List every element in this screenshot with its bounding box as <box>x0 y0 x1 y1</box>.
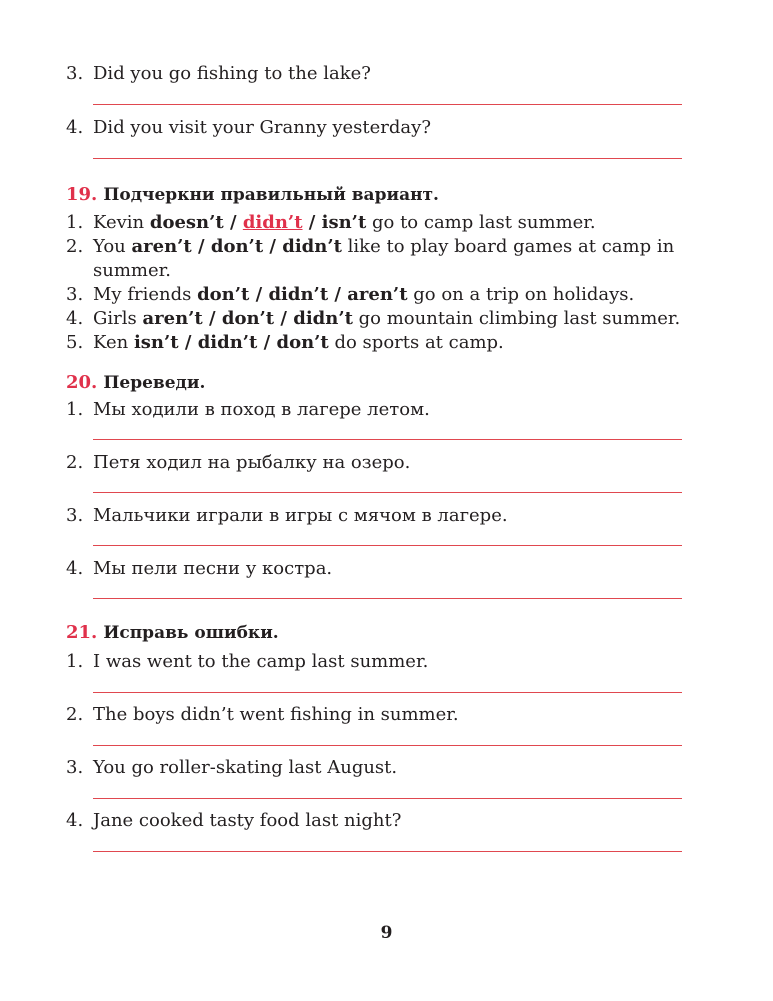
translate-item: 2. Петя ходил на рыбалку на озеро. <box>66 452 411 473</box>
question-text: Did you go fishing to the lake? <box>93 63 371 84</box>
choice-item: 5. Ken isn’t / didn’t / don’t do sports at camp. <box>66 332 504 353</box>
item-text: I was went to the camp last summer. <box>93 651 429 672</box>
exercise-21-heading <box>66 622 279 644</box>
answer-line[interactable] <box>93 598 682 599</box>
correction-item: 4. Jane cooked tasty food last night? <box>66 810 402 831</box>
option[interactable]: don’t <box>210 236 264 257</box>
choice-item: 4. Girls aren’t / don’t / didn’t go mountain climbing last summer. <box>66 308 681 329</box>
choice-item: 3. My friends don’t / didn’t / aren’t go on a trip on holidays. <box>66 284 635 305</box>
option[interactable]: aren’t <box>347 284 408 305</box>
option[interactable]: don’t <box>221 308 275 329</box>
exercise-title: Исправь ошибки. <box>103 623 279 643</box>
option[interactable]: didn’t <box>268 284 329 305</box>
answer-line[interactable] <box>93 745 682 746</box>
answer-line[interactable] <box>93 104 682 105</box>
correction-item: 3. You go roller-skating last August. <box>66 757 398 778</box>
choice-item: 1. Kevin doesn’t / didn’t / isn’t go to camp last summer. <box>66 212 596 233</box>
exercise-19-heading <box>66 184 439 206</box>
translate-item: 4. Мы пели песни у костра. <box>66 558 333 579</box>
exercise-title: Переведи. <box>103 373 206 393</box>
item-text: Мы ходили в поход в лагере летом. <box>93 399 430 420</box>
exercise-number: 20. <box>66 372 98 393</box>
option-selected[interactable]: didn’t <box>242 212 303 233</box>
exercise-20-heading <box>66 372 205 394</box>
answer-line[interactable] <box>93 492 682 493</box>
choice-item-continuation: summer. <box>93 260 171 281</box>
question-item: 3. Did you go fishing to the lake? <box>66 63 371 84</box>
option[interactable]: don’t <box>197 284 250 305</box>
page-number: 9 <box>380 923 393 943</box>
item-text: The boys didn’t went fishing in summer. <box>93 704 459 725</box>
item-text: You go roller-skating last August. <box>93 757 398 778</box>
exercise-number: 19. <box>66 184 98 205</box>
question-item: 4. Did you visit your Granny yesterday? <box>66 117 431 138</box>
option[interactable]: didn’t <box>293 308 353 329</box>
answer-line[interactable] <box>93 545 682 546</box>
option[interactable]: doesn’t <box>149 212 224 233</box>
answer-line[interactable] <box>93 692 682 693</box>
item-text: Мальчики играли в игры с мячом в лагере. <box>93 505 508 526</box>
choice-item: 2. You aren’t / don’t / didn’t like to play board games at camp in <box>66 236 675 257</box>
translate-item: 3. Мальчики играли в игры с мячом в лагере. <box>66 505 508 526</box>
option[interactable]: didn’t <box>282 236 342 257</box>
item-text: Петя ходил на рыбалку на озеро. <box>93 452 411 473</box>
answer-line[interactable] <box>93 851 682 852</box>
answer-line[interactable] <box>93 439 682 440</box>
exercise-number: 21. <box>66 622 98 643</box>
option[interactable]: isn’t <box>321 212 367 233</box>
exercise-title: Подчеркни правильный вариант. <box>103 185 439 205</box>
answer-line[interactable] <box>93 798 682 799</box>
option[interactable]: isn’t <box>133 332 179 353</box>
translate-item: 1. Мы ходили в поход в лагере летом. <box>66 399 430 420</box>
option[interactable]: don’t <box>276 332 329 353</box>
correction-item: 1. I was went to the camp last summer. <box>66 651 429 672</box>
answer-line[interactable] <box>93 158 682 159</box>
correction-item: 2. The boys didn’t went fishing in summer. <box>66 704 459 725</box>
option[interactable]: didn’t <box>197 332 258 353</box>
item-text: Jane cooked tasty food last night? <box>93 810 402 831</box>
option[interactable]: aren’t <box>142 308 203 329</box>
option[interactable]: aren’t <box>131 236 192 257</box>
item-text: Мы пели песни у костра. <box>93 558 333 579</box>
question-text: Did you visit your Granny yesterday? <box>93 117 431 138</box>
